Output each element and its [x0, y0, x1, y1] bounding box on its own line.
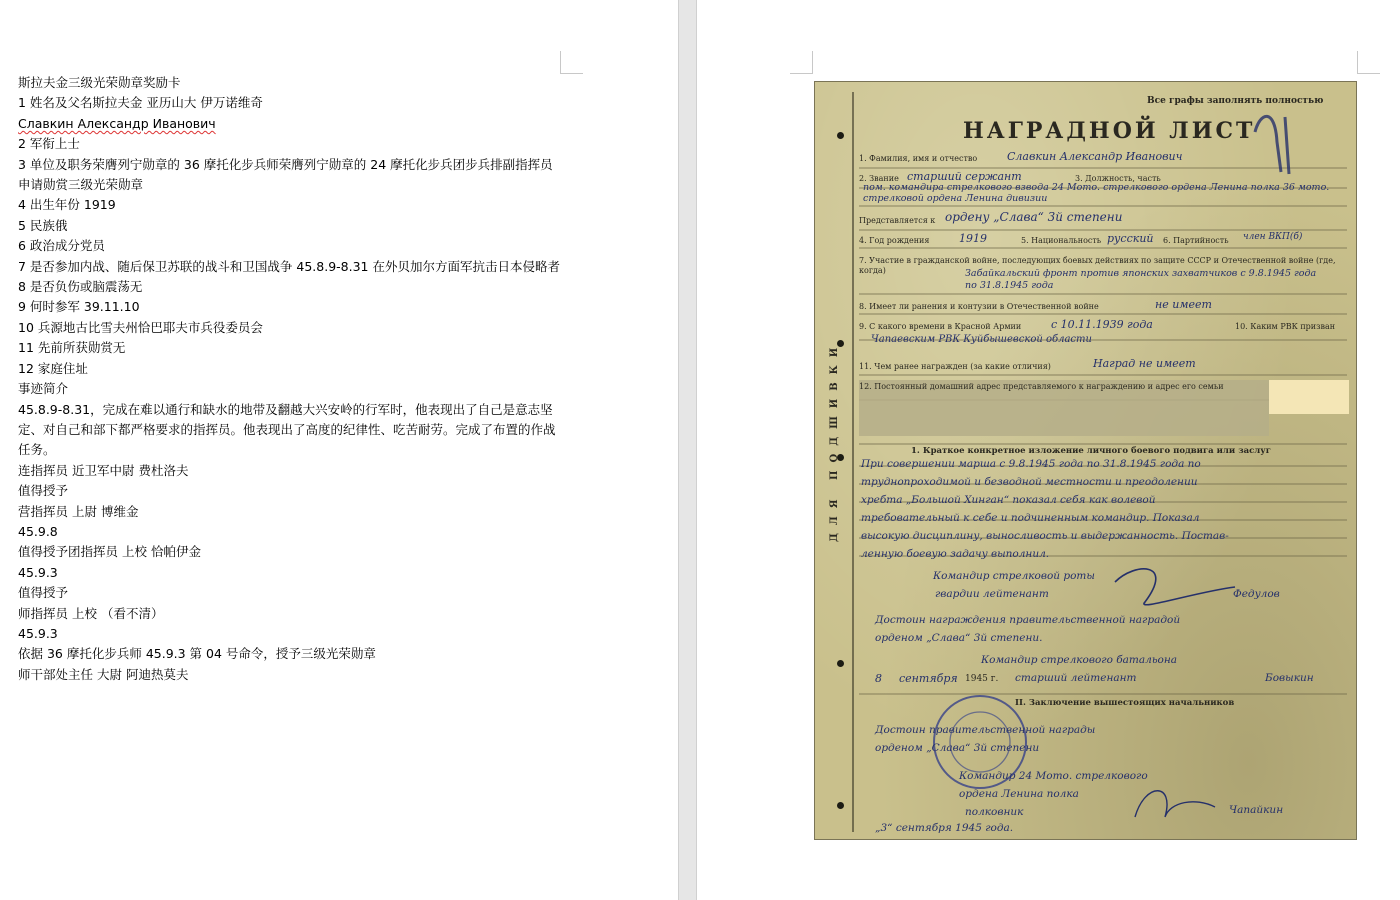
commander-2-title: Командир стрелкового батальона [981, 654, 1178, 666]
spellcheck-underline: Славкин Александр Иванович [18, 115, 216, 131]
field-label: 6. Партийность [1163, 236, 1229, 245]
document-page-left [0, 0, 678, 900]
doc-line: 45.9.8 [18, 523, 58, 539]
narrative-line: требовательный к себе и подчиненным командир. Показал [861, 512, 1200, 524]
commander-1-rank: гвардии лейтенант [935, 588, 1049, 600]
doc-line: 师干部处主任 大尉 阿迪热莫夫 [18, 666, 189, 682]
scan-header-note: Все графы заполнять полностью [1147, 96, 1324, 106]
field-label: 7. Участие в гражданской войне, последующих боевых действиях по защите СССР и Отечественной войне (где, когда) [859, 256, 1336, 275]
commander-3-unit: ордена Ленина полка [959, 788, 1079, 800]
doc-line: 7 是否参加内战、随后保卫苏联的战斗和卫国战争 45.8.9-8.31 在外贝加尔方面军抗击日本侵略者 [18, 258, 560, 274]
doc-line: 值得授予团指挥员 上校 恰帕伊金 [18, 544, 201, 560]
doc-line: 9 何时参军 39.11.10 [18, 299, 140, 315]
date-month: сентября [899, 672, 958, 685]
narrative-line: труднопроходимой и безводной местности и преодолении [861, 476, 1198, 488]
doc-line-russian-name [18, 114, 566, 134]
doc-line: 值得授予 [18, 585, 69, 601]
commander-1-title: Командир стрелковой роты [933, 570, 1095, 582]
doc-line: 6 政治成分党员 [18, 238, 105, 254]
field-label: Представляется к [859, 216, 936, 225]
conclusion-line: Достоин правительственной награды [875, 724, 1096, 736]
doc-line: 8 是否负伤或脑震荡无 [18, 279, 143, 295]
recommendation-line: орденом „Слава“ 3й степени. [875, 632, 1043, 644]
doc-line: 4 出生年份 1919 [18, 197, 116, 213]
doc-line: 45.8.9-8.31，完成在难以通行和缺水的地带及翻越大兴安岭的行军时，他表现出了自己是意志坚定、对自己和部下都严格要求的指挥员。他表现出了高度的纪律性、吃苦耐劳。完成了布置的作战任务。 [18, 401, 556, 458]
commander-2-rank: старший лейтенант [1015, 672, 1137, 684]
field-label: 4. Год рождения [859, 236, 930, 245]
field-value: Забайкальский фронт против японских захватчиков с 9.8.1945 года по 31.8.1945 года [965, 268, 1317, 291]
commander-3-name: Чапайкин [1229, 804, 1284, 816]
punch-hole [837, 802, 844, 809]
field-value: пом. командира стрелкового взвода 24 Мото. стрелкового ордена Ленина полка 36 мото. стрелковой ордена Ленина дивизии [863, 182, 1330, 204]
field-value: с 10.11.1939 года [1051, 318, 1153, 331]
punch-hole [837, 660, 844, 667]
field-label: 5. Национальность [1021, 236, 1102, 245]
doc-line: 连指挥员 近卫军中尉 费杜洛夫 [18, 462, 189, 478]
commander-3-rank: полковник [965, 806, 1024, 818]
final-date: „3“ сентября 1945 года. [875, 822, 1014, 834]
scan-side-text: ДЛЯ ПОДШИВКИ [829, 339, 840, 542]
field-value: Славкин Александр Иванович [1007, 150, 1183, 163]
field-label: 9. С какого времени в Красной Армии [859, 322, 1022, 331]
doc-line: 营指挥员 上尉 博维金 [18, 503, 139, 519]
doc-line: 45.9.3 [18, 625, 58, 641]
date-day: 8 [875, 672, 882, 685]
doc-line: 师指挥员 上校 （看不清） [18, 605, 164, 621]
field-value: 1919 [959, 232, 987, 245]
field-label: 11. Чем ранее награжден (за какие отличия) [859, 362, 1051, 371]
commander-1-name: Федулов [1233, 588, 1280, 600]
doc-line: 11 先前所获勋赏无 [18, 340, 126, 356]
field-value: ордену „Слава“ 3й степени [945, 210, 1123, 224]
page-gap [678, 0, 697, 900]
doc-line: 45.9.3 [18, 564, 58, 580]
field-value: Наград не имеет [1093, 357, 1196, 370]
section-1-heading: 1. Краткое конкретное изложение личного боевого подвига или заслуг [911, 446, 1271, 456]
field-value: не имеет [1155, 298, 1212, 311]
field-value: член ВКП(б) [1243, 232, 1303, 242]
narrative-line: ленную боевую задачу выполнил. [861, 548, 1050, 560]
field-label: 10. Каким РВК призван [1235, 322, 1336, 331]
doc-line: 5 民族俄 [18, 217, 68, 233]
doc-line: 3 单位及职务荣膺列宁勋章的 36 摩托化步兵师荣膺列宁勋章的 24 摩托化步兵团步兵排副指挥员 [18, 156, 553, 172]
field-value: старший сержант [907, 170, 1022, 183]
narrative-line: При совершении марша с 9.8.1945 года по 31.8.1945 года по [861, 458, 1201, 470]
field-value: русский [1107, 232, 1154, 245]
field-label: 12. Постоянный домашний адрес представляемого к награждению и адрес его семьи [859, 382, 1224, 391]
doc-line: 2 军衔上士 [18, 136, 80, 152]
doc-title: 斯拉夫金三级光荣勋章奖励卡 [18, 75, 181, 90]
crop-mark-top-right [560, 51, 583, 74]
crop-mark-top-left [790, 51, 813, 74]
punch-hole [837, 132, 844, 139]
award-sheet-scan[interactable] [815, 82, 1356, 839]
field-label: 1. Фамилия, имя и отчество [859, 154, 978, 163]
doc-line: 事迹简介 [18, 381, 69, 397]
narrative-line: высокую дисциплину, выносливость и выдержанность. Постав- [861, 530, 1229, 542]
recommendation-line: Достоин награждения правительственной наградой [875, 614, 1181, 626]
doc-line: 申请勋赏三级光荣勋章 [18, 177, 144, 193]
narrative-line: хребта „Большой Хинган“ показал себя как волевой [861, 494, 1156, 506]
document-body[interactable] [18, 73, 566, 685]
doc-line: 值得授予 [18, 483, 69, 499]
commander-2-name: Бовыкин [1265, 672, 1314, 684]
field-label: 8. Имеет ли ранения и контузии в Отечественной войне [859, 302, 1099, 311]
crop-mark-top-right [1357, 51, 1380, 74]
date-year: 1945 г. [965, 674, 999, 684]
scan-title: НАГРАДНОЙ ЛИСТ [963, 118, 1256, 144]
field-label: 2. Звание [859, 174, 899, 183]
field-label: 3. Должность, часть [1075, 174, 1161, 183]
section-2-heading: II. Заключение вышестоящих начальников [1015, 698, 1235, 708]
doc-line: 1 姓名及父名斯拉夫金 亚历山大 伊万诺维奇 [18, 95, 263, 111]
doc-line: 依据 36 摩托化步兵师 45.9.3 第 04 号命令，授予三级光荣勋章 [18, 646, 376, 662]
doc-line: 12 家庭住址 [18, 360, 88, 376]
doc-line: 10 兵源地古比雪夫州恰巴耶夫市兵役委员会 [18, 319, 263, 335]
conclusion-line: орденом „Слава“ 3й степени [875, 742, 1040, 754]
field-value: Чапаевским РВК Куйбышевской области [871, 334, 1092, 345]
commander-3-title: Командир 24 Мото. стрелкового [959, 770, 1148, 782]
